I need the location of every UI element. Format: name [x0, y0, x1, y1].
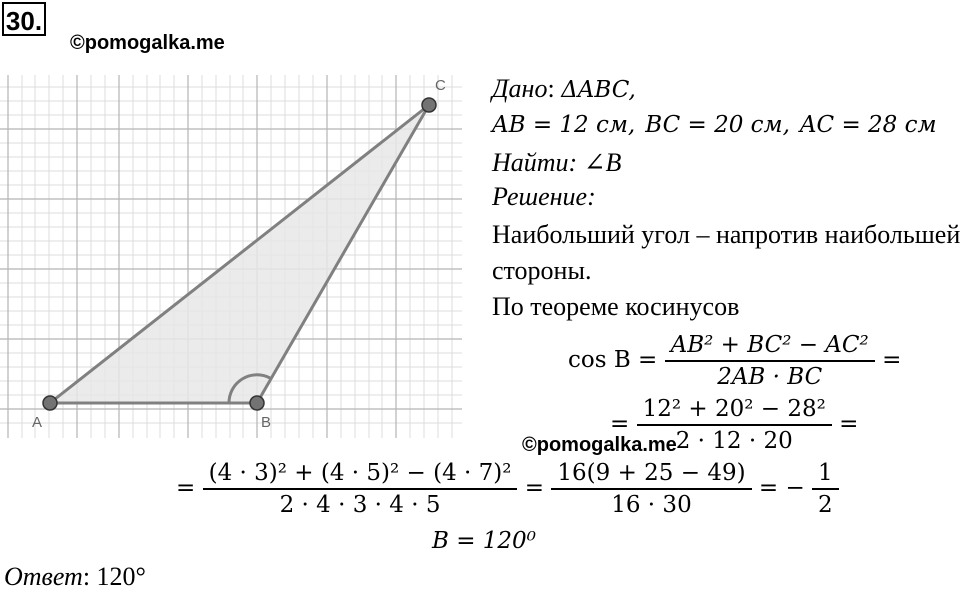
fraction-factored-denominator: 2 · 4 · 3 · 4 · 5	[279, 492, 441, 518]
equals-sign: =	[839, 411, 859, 437]
triangle-figure	[0, 70, 470, 440]
answer-value: : 120°	[82, 562, 146, 591]
fraction-result-denominator: 2	[818, 492, 833, 518]
formula-line-1	[568, 330, 901, 392]
formula-line-3	[176, 458, 839, 520]
solution-label: Решение:	[492, 182, 596, 211]
fraction-simplified-numerator: 16(9 + 25 − 49)	[551, 458, 751, 490]
measure-ab: AB = 12 см,	[492, 112, 636, 138]
cos-lhs: cos B =	[568, 347, 658, 373]
solution-line-1: Наибольший угол – напротив наибольшей	[492, 220, 960, 249]
fraction-factored-numerator: (4 · 3)² + (4 · 5)² − (4 · 7)²	[203, 458, 518, 490]
equals-sign: =	[524, 475, 545, 501]
fraction-numeric-numerator: 12² + 20² − 28²	[637, 394, 832, 426]
vertex-a-point	[43, 396, 57, 410]
watermark-middle: ©pomogalka.me	[522, 434, 677, 456]
result-sign: = −	[758, 475, 805, 501]
measure-bc: BC = 20 см,	[645, 112, 790, 138]
fraction-general-denominator: 2AB · BC	[717, 364, 823, 390]
given-label: Дано	[492, 74, 548, 103]
fraction-general-numerator: AB² + BC² − AC²	[665, 330, 875, 362]
vertex-c-label: C	[435, 77, 446, 94]
equals-sign: =	[610, 411, 630, 437]
fraction-result-numerator: 1	[812, 458, 839, 490]
equals-sign: =	[176, 475, 196, 501]
fraction-result	[812, 458, 839, 520]
measures-line	[492, 112, 937, 138]
measure-ac: AC = 28 см	[799, 112, 937, 138]
given-line: Дано: ΔABC,	[492, 74, 636, 103]
fraction-simplified	[551, 458, 751, 520]
vertex-b-label: B	[261, 414, 272, 431]
vertex-b-point	[250, 396, 264, 410]
answer-line	[4, 562, 146, 592]
triangle-abc	[50, 105, 429, 403]
vertex-a-label: A	[32, 414, 43, 431]
angle-result: B = 120⁰	[432, 528, 536, 554]
vertex-c-point	[422, 98, 436, 112]
solution-line-2: стороны.	[492, 256, 592, 285]
answer-label: Ответ	[4, 562, 83, 591]
fraction-simplified-denominator: 16 · 30	[611, 492, 692, 518]
given-triangle: ΔABC,	[561, 77, 636, 103]
equals-sign: =	[882, 347, 902, 373]
solution-line-3: По теореме косинусов	[492, 292, 740, 321]
watermark-top: ©pomogalka.me	[70, 32, 225, 54]
fraction-numeric-denominator: 2 · 12 · 20	[675, 428, 793, 454]
find-label: Найти: ∠B	[492, 148, 622, 177]
fraction-general	[665, 330, 875, 392]
problem-number: 30.	[2, 2, 46, 36]
fraction-factored	[203, 458, 518, 520]
